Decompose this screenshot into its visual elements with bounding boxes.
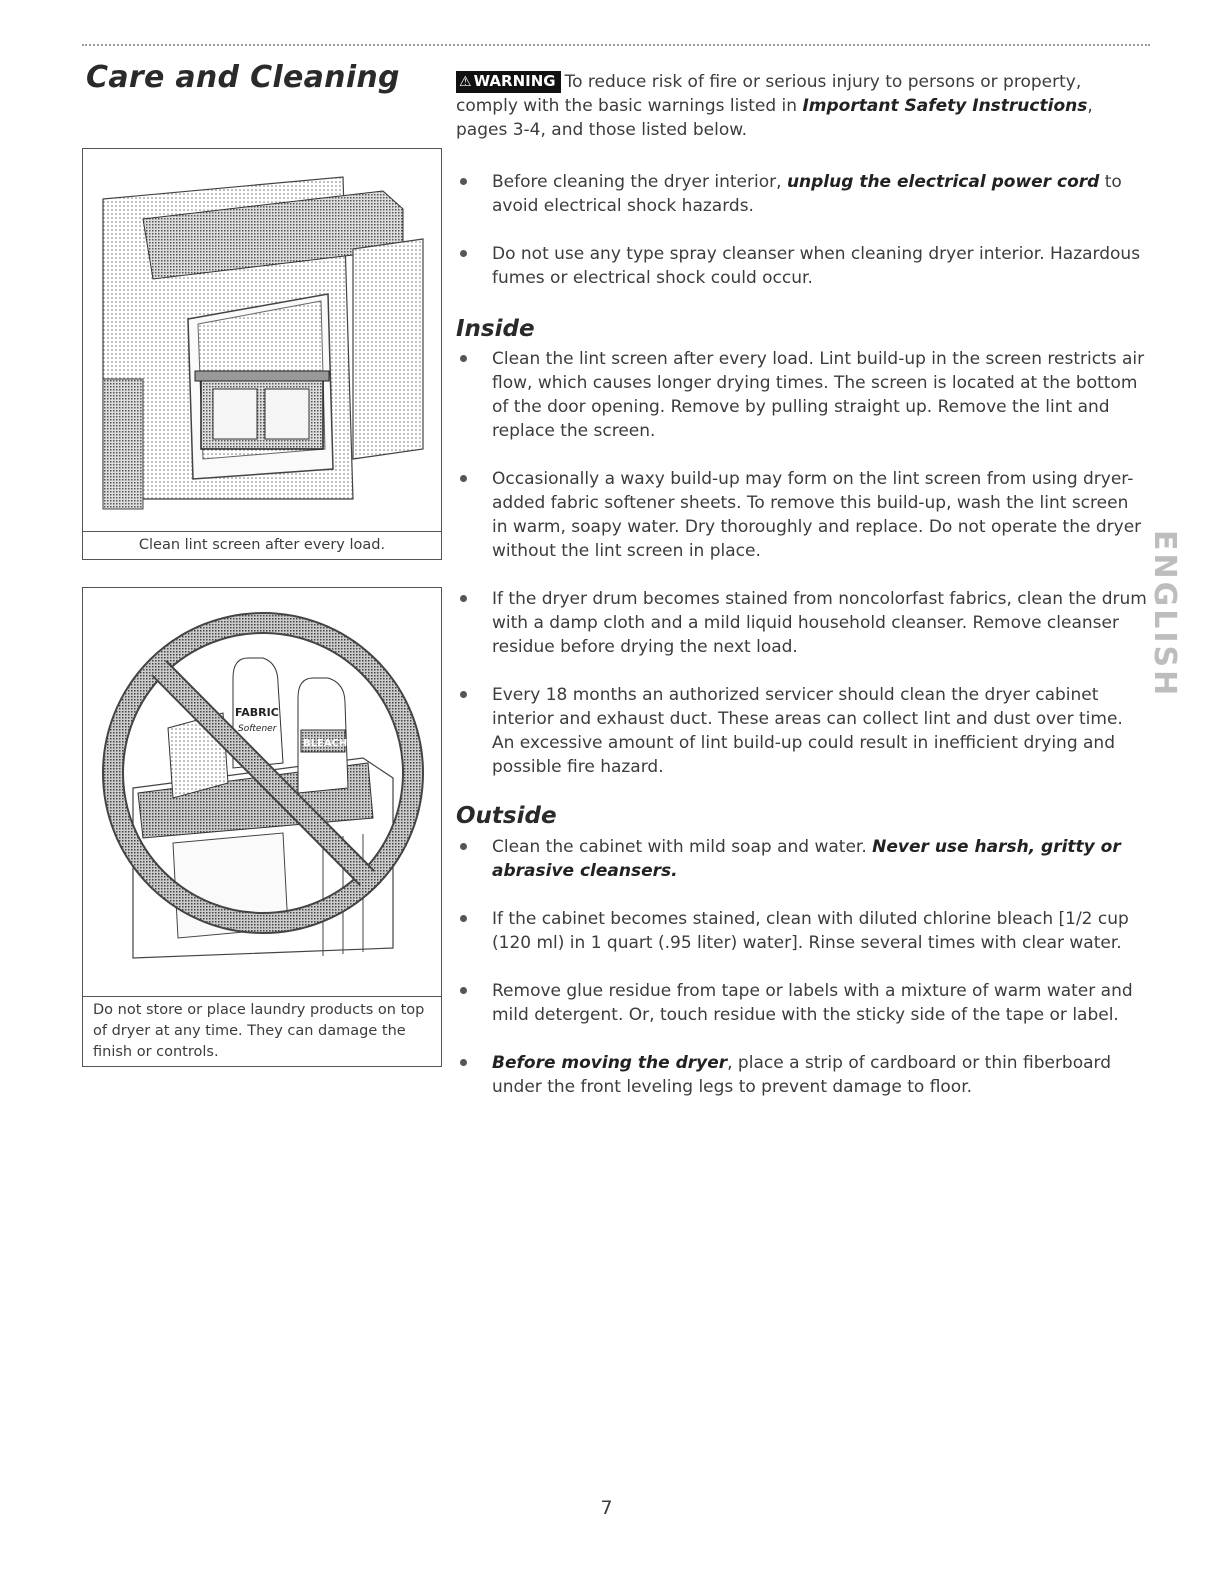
list-item — [456, 242, 1148, 290]
section-title: Care and Cleaning — [86, 60, 400, 95]
bullet-icon — [460, 595, 467, 602]
outside-bullet-list — [456, 835, 1148, 1123]
page-number: 7 — [600, 1497, 613, 1519]
inside-heading: Inside — [456, 316, 535, 342]
list-item — [456, 467, 1148, 563]
bullet-icon — [460, 355, 467, 362]
list-item — [456, 835, 1148, 883]
list-item — [456, 683, 1148, 779]
bullet-emphasis: Before moving the dryer — [492, 1053, 728, 1073]
inside-bullet-list — [456, 347, 1148, 803]
bullet-icon — [460, 1059, 467, 1066]
bullet-icon — [460, 843, 467, 850]
bullet-emphasis: Never use harsh, gritty or abrasive cleansers. — [492, 837, 1121, 881]
list-item — [456, 587, 1148, 659]
softener-label: Softener — [238, 724, 277, 734]
bullet-icon — [460, 475, 467, 482]
no-products-illustration — [83, 588, 441, 996]
list-item — [456, 170, 1148, 218]
bullet-icon — [460, 691, 467, 698]
no-products-figure — [82, 587, 442, 1067]
bullet-icon — [460, 178, 467, 185]
bleach-label: BLEACH — [303, 738, 348, 749]
lint-screen-caption: Clean lint screen after every load. — [83, 531, 441, 559]
bullet-icon — [460, 915, 467, 922]
bullet-text: If the dryer drum becomes stained from noncolorfast fabrics, clean the drum with a damp cloth and a mild liquid household cleanser. Remove cleanser residue before drying the next load. — [492, 589, 1147, 657]
bullet-text: Remove glue residue from tape or labels with a mixture of warm water and mild detergent. Or, touch residue with the sticky side of the tape or label. — [492, 981, 1133, 1025]
bullet-text: Clean the lint screen after every load. Lint build-up in the screen restricts air flow, which causes longer drying times. The screen is located at the bottom of the door opening. Remove by pulling straight up. Remove the lint and replace the screen. — [492, 349, 1145, 441]
lint-screen-figure — [82, 148, 442, 560]
bullet-text: , place a strip of cardboard or thin fiberboard under the front leveling legs to prevent damage to floor. — [492, 1053, 1112, 1097]
bullet-icon — [460, 250, 467, 257]
bullet-text: Occasionally a waxy build-up may form on the lint screen from using dryer-added fabric softener sheets. To remove this build-up, wash the lint screen in warm, soapy water. Dry thoroughly and replace. Do not operate the dryer without the lint screen in place. — [492, 469, 1142, 561]
outside-heading: Outside — [456, 803, 557, 829]
warning-text-1: To reduce risk of fire or serious injury to persons or property, comply with the basic warnings listed in — [456, 72, 1082, 116]
lint-screen-illustration — [83, 149, 441, 531]
list-item — [456, 979, 1148, 1027]
fabric-label: FABRIC — [235, 706, 279, 719]
warning-paragraph — [456, 70, 1148, 142]
bullet-emphasis: unplug the electrical power cord — [786, 172, 1100, 192]
side-tab-label: ENGLISH — [1147, 530, 1182, 699]
warning-badge — [456, 71, 561, 93]
top-dotted-rule — [82, 44, 1150, 46]
list-item — [456, 1051, 1148, 1099]
bullet-icon — [460, 987, 467, 994]
bullet-text: Do not use any type spray cleanser when cleaning dryer interior. Hazardous fumes or electrical shock could occur. — [492, 244, 1141, 288]
list-item — [456, 347, 1148, 443]
bullet-text: Every 18 months an authorized servicer should clean the dryer cabinet interior and exhaust duct. These areas can collect lint and dust over time. An excessive amount of lint build-up could result in inefficient drying and possible fire hazard. — [492, 685, 1123, 777]
bullet-text: If the cabinet becomes stained, clean with diluted chlorine bleach [1/2 cup (120 ml) in 1 quart (.95 liter) water]. Rinse several times with clear water. — [492, 909, 1129, 953]
warning-bullet-list — [456, 170, 1148, 314]
bullet-text: Before cleaning the dryer interior, — [492, 172, 787, 192]
side-language-tab — [1147, 530, 1188, 699]
warning-text-2: , pages 3-4, and those listed below. — [456, 96, 1093, 140]
no-products-caption: Do not store or place laundry products on top of dryer at any time. They can damage the finish or controls. — [83, 996, 441, 1066]
warning-triangle-icon: ⚠ — [459, 74, 472, 90]
bullet-text: to avoid electrical shock hazards. — [492, 172, 1122, 216]
warning-badge-label: WARNING — [473, 72, 556, 90]
bullet-text: Clean the cabinet with mild soap and water. — [492, 837, 873, 857]
list-item — [456, 907, 1148, 955]
safety-instructions-reference: Important Safety Instructions — [802, 96, 1088, 116]
